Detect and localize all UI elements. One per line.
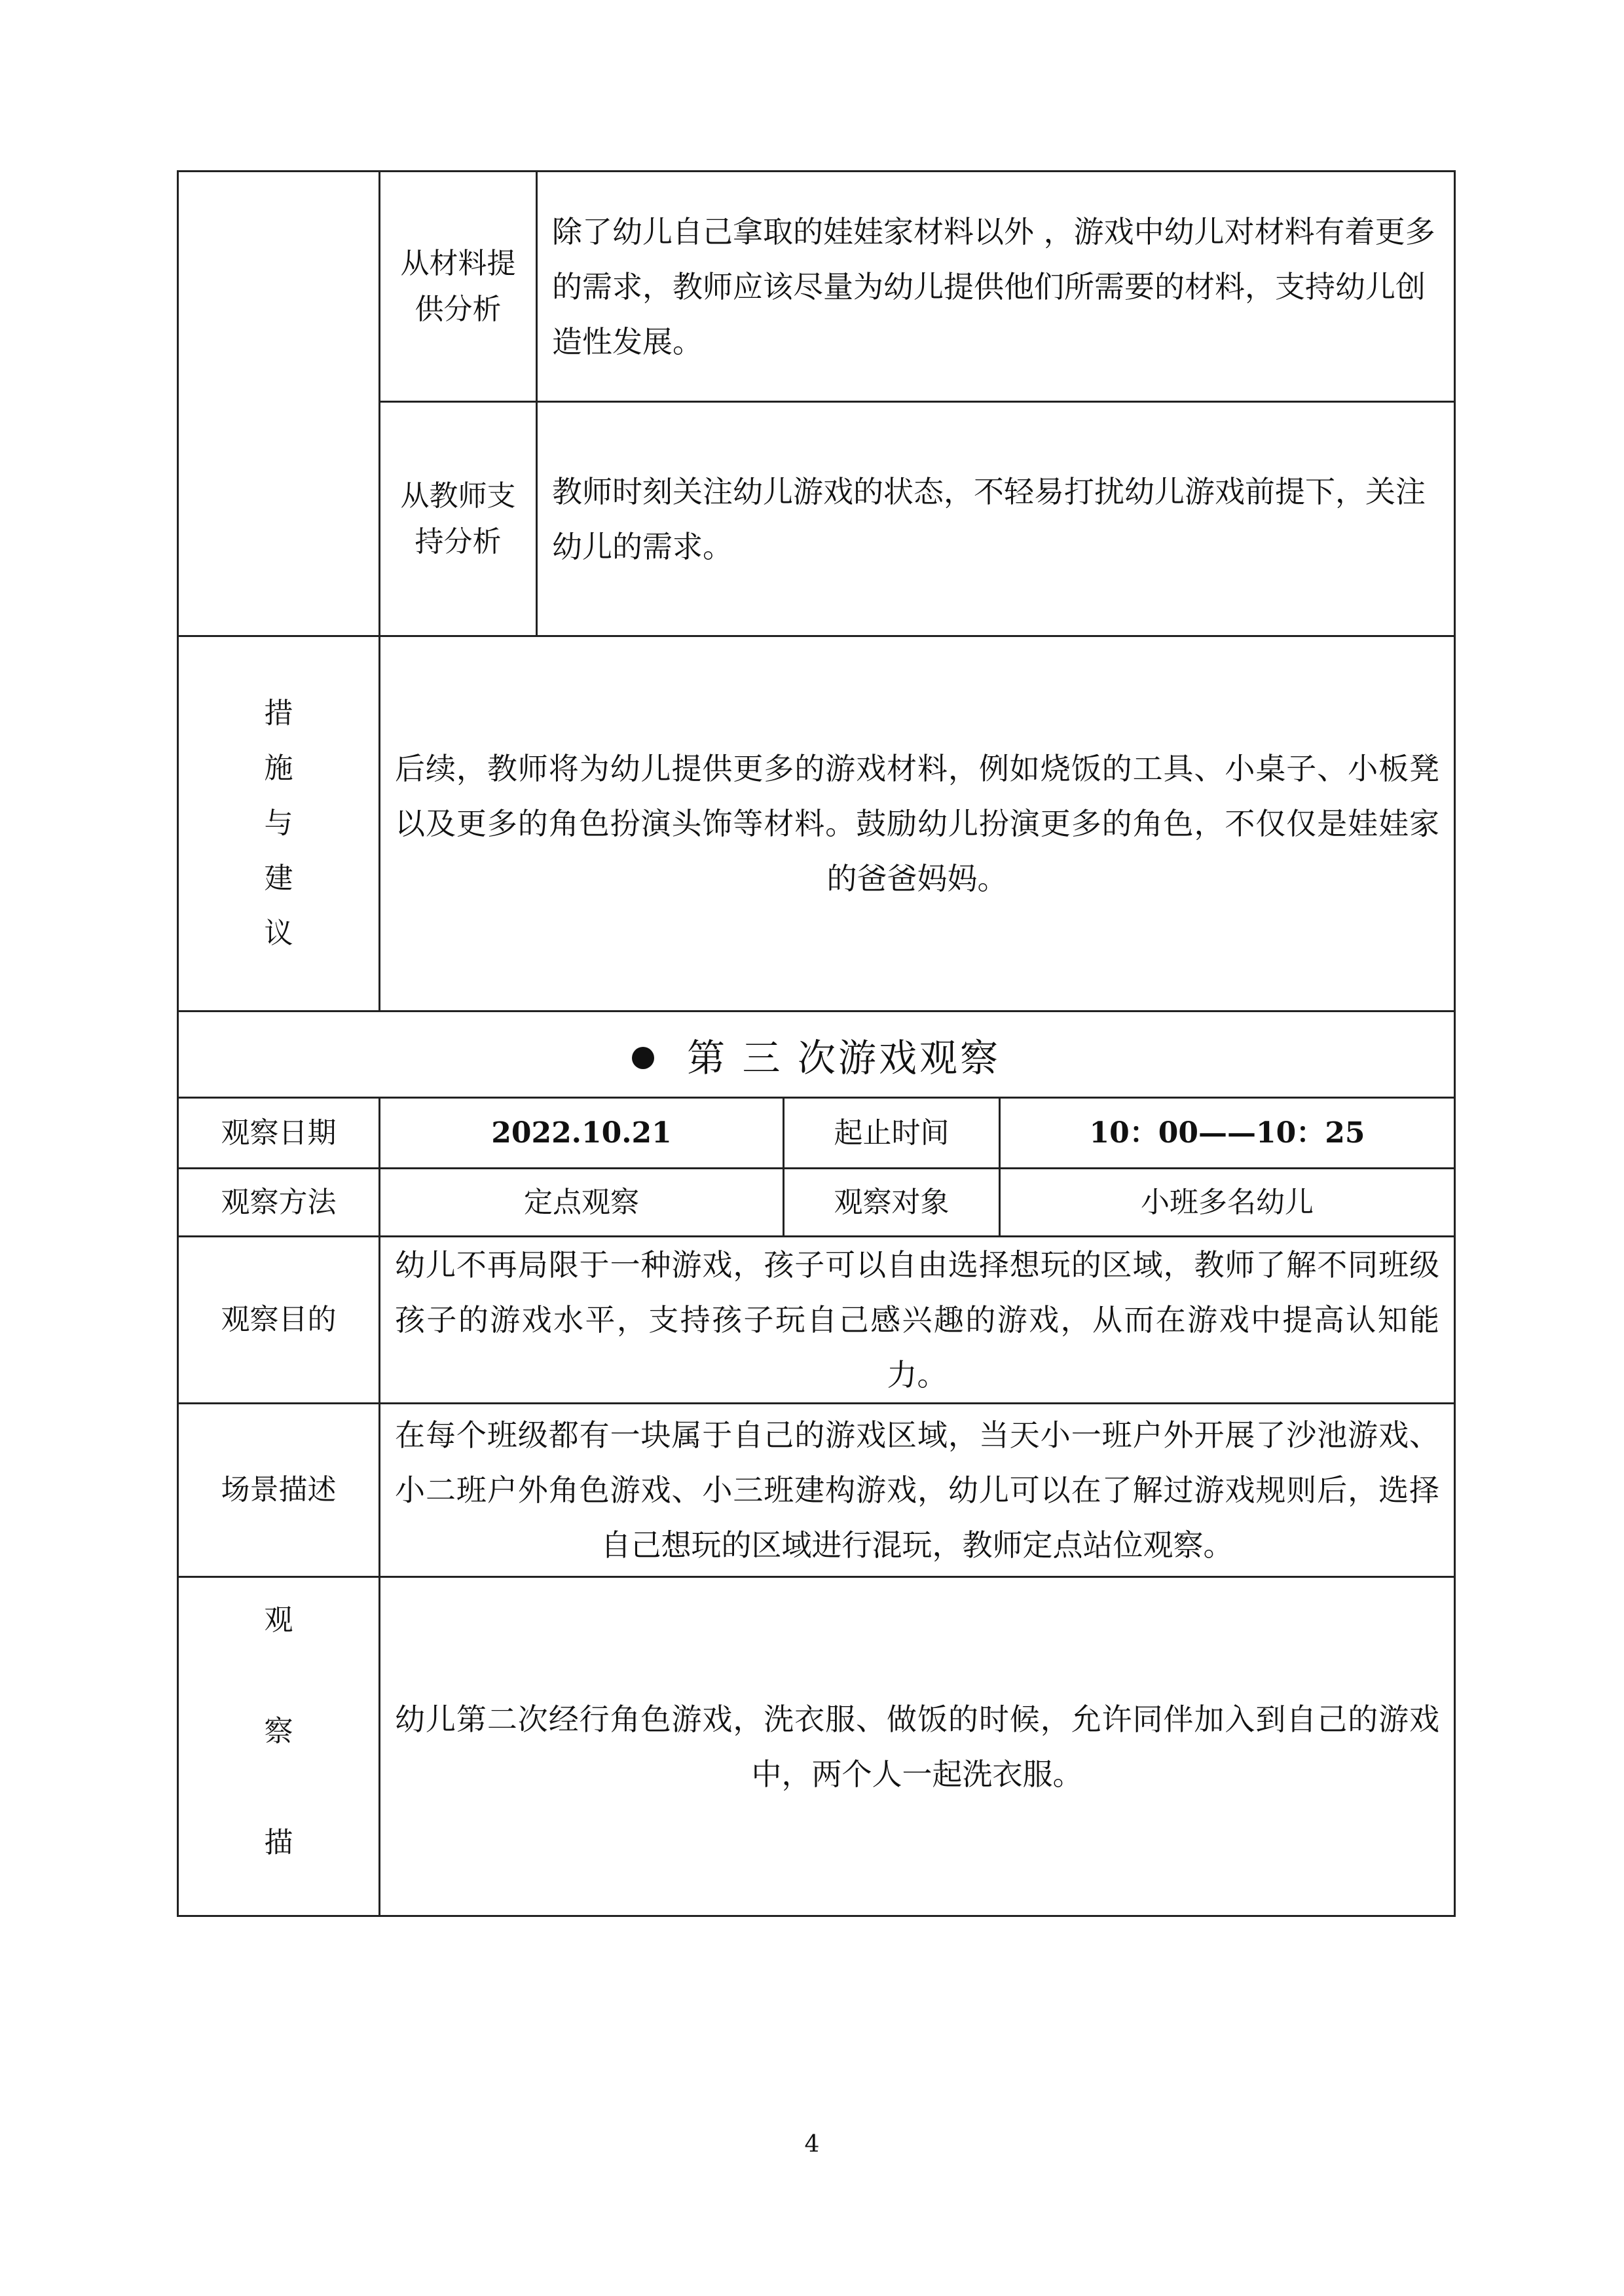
observe-label-char: 观 <box>264 1603 293 1637</box>
section-title-cell <box>178 1011 1455 1098</box>
time-label: 起止时间 <box>784 1098 1000 1169</box>
method-value: 定点观察 <box>380 1169 784 1237</box>
measures-label-char: 施 <box>264 752 293 785</box>
measures-row <box>178 636 1455 1011</box>
target-label: 观察对象 <box>784 1169 1000 1237</box>
observe-label-char: 描 <box>264 1826 293 1859</box>
date-value: 2022.10.21 <box>380 1098 784 1169</box>
material-analysis-text: 除了幼儿自己拿取的娃娃家材料以外 ，游戏中幼儿对材料有着更多的需求，教师应该尽量为幼儿提供他们所需要的材料，支持幼儿创造性发展。 <box>537 172 1455 402</box>
date-row <box>178 1098 1455 1169</box>
material-label-line2: 供分析 <box>415 292 502 326</box>
bullet-dot-icon <box>632 1047 654 1069</box>
scene-label: 场景描述 <box>178 1404 380 1577</box>
observe-label-char: 察 <box>264 1715 293 1748</box>
purpose-text: 幼儿不再局限于一种游戏，孩子可以自由选择想玩的区域，教师了解不同班级孩子的游戏水平，支持孩子玩自己感兴趣的游戏，从而在游戏中提高认知能力。 <box>380 1237 1455 1404</box>
section-title-row <box>178 1011 1455 1098</box>
time-value: 10：00——10：25 <box>1000 1098 1455 1169</box>
observe-row <box>178 1577 1455 1916</box>
purpose-row <box>178 1237 1455 1404</box>
page-number: 4 <box>804 2131 820 2158</box>
measures-label-char: 与 <box>264 807 293 840</box>
method-label: 观察方法 <box>178 1169 380 1237</box>
teacher-label-line1: 从教师支 <box>400 479 516 513</box>
measures-label-char: 措 <box>264 697 293 730</box>
teacher-analysis-label <box>380 402 537 636</box>
section-title: 第 三 次游戏观察 <box>687 1035 1001 1080</box>
scene-row <box>178 1404 1455 1577</box>
target-value: 小班多名幼儿 <box>1000 1169 1455 1237</box>
material-analysis-label <box>380 172 537 402</box>
observe-text: 幼儿第二次经行角色游戏，洗衣服、做饭的时候，允许同伴加入到自己的游戏中，两个人一起洗衣服。 <box>380 1577 1455 1916</box>
purpose-label: 观察目的 <box>178 1237 380 1404</box>
method-row <box>178 1169 1455 1237</box>
observe-label <box>178 1577 380 1916</box>
observation-table <box>177 170 1456 1917</box>
teacher-label-line2: 持分析 <box>415 524 502 558</box>
material-label-line1: 从材料提 <box>400 246 516 280</box>
material-analysis-row <box>178 172 1455 402</box>
date-label: 观察日期 <box>178 1098 380 1169</box>
measures-label <box>178 636 380 1011</box>
measures-text: 后续，教师将为幼儿提供更多的游戏材料，例如烧饭的工具、小桌子、小板凳以及更多的角色扮演头饰等材料。鼓励幼儿扮演更多的角色，不仅仅是娃娃家的爸爸妈妈。 <box>380 636 1455 1011</box>
measures-label-char: 议 <box>264 917 293 950</box>
measures-label-char: 建 <box>264 862 293 895</box>
analysis-group-cell <box>178 172 380 636</box>
teacher-analysis-text: 教师时刻关注幼儿游戏的状态，不轻易打扰幼儿游戏前提下，关注幼儿的需求。 <box>537 402 1455 636</box>
scene-text: 在每个班级都有一块属于自己的游戏区域，当天小一班户外开展了沙池游戏、小二班户外角色游戏、小三班建构游戏，幼儿可以在了解过游戏规则后，选择自己想玩的区域进行混玩，教师定点站位观察。 <box>380 1404 1455 1577</box>
